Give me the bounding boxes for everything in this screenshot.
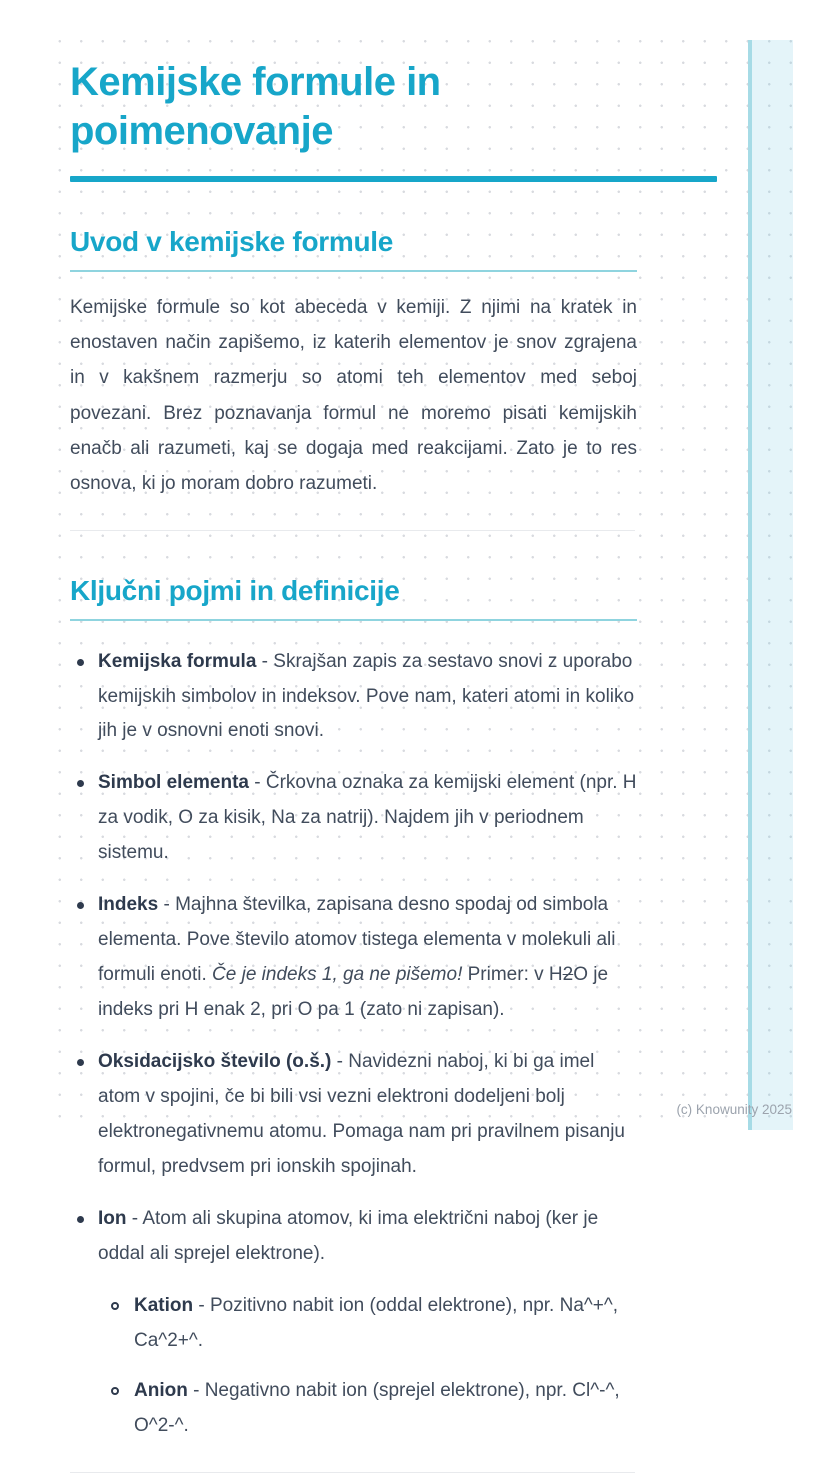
intro-paragraph: Kemijske formule so kot abeceda v kemiji. Z njimi na kratek in enostaven način zapišemo, iz katerih elementov je snov zgrajena in v kakšnem razmerju so atomi teh elementov med seboj povezani. Brez poznavanja formul ne moremo pisati kemijskih enačb ali razumeti, kaj se dogaja med reakcijami. Zato je to res osnova, ki jo moram dobro razumeti. — [70, 296, 637, 495]
list-item-text-segment: Primer: v H — [462, 964, 563, 986]
list-item — [70, 1202, 637, 1272]
disc-bullet-icon — [77, 780, 84, 787]
section-heading-intro: Uvod v kemijske formule — [70, 226, 637, 272]
list-item-text-segment: - Črkovna oznaka za kemijski element (npr. H za vodik, O za kisik, Na za natrij). Najdem jih v periodnem sistemu. — [98, 772, 637, 864]
disc-bullet-icon — [77, 659, 84, 666]
sub-list-item — [102, 1289, 637, 1359]
list-item-text-segment: - Pozitivno nabit ion (oddal elektrone), npr. Na^+^, Ca^2+^. — [134, 1294, 619, 1351]
list-item-text-segment: Kemijska formula — [98, 650, 257, 672]
list-item-text-segment: Anion — [134, 1379, 188, 1401]
list-item — [70, 888, 637, 1028]
title-underline-rule — [70, 176, 717, 182]
definitions-list — [70, 645, 637, 1444]
list-item-text-segment: - Majhna številka, zapisana desno spodaj od simbola elementa. Pove število atomov tistega elementa v molekuli ali formuli enoti. — [98, 894, 616, 986]
list-item-text-segment: 2 — [562, 964, 574, 986]
bottom-divider — [70, 1472, 635, 1473]
open-circle-bullet-icon — [111, 1302, 119, 1310]
disc-bullet-icon — [77, 1216, 84, 1223]
list-item-text-segment: - Navidezni naboj, ki bi ga imel atom v spojini, če bi bili vsi vezni elektroni dodeljeni bolj elektronegativnemu atomu. Pomaga nam pri pravilnem pisanju formul, predvsem pri ionskih spojinah. — [98, 1051, 625, 1177]
page-title: Kemijske formule in poimenovanje — [70, 60, 441, 153]
list-item-text-segment: Kation — [134, 1294, 194, 1316]
dotted-paper-sheet — [40, 40, 793, 1436]
copyright-footer: (c) Knowunity 2025 — [676, 1102, 792, 1117]
list-item-text-segment: Oksidacijsko število (o.š.) — [98, 1051, 332, 1073]
open-circle-bullet-icon — [111, 1387, 119, 1395]
disc-bullet-icon — [77, 1059, 84, 1066]
list-item-text-segment: Če je indeks 1, ga ne pišemo! — [212, 964, 463, 986]
document-content — [70, 40, 637, 1473]
section-divider — [70, 530, 635, 531]
section-heading-definitions: Ključni pojmi in definicije — [70, 575, 637, 621]
list-item-text-segment: - Atom ali skupina atomov, ki ima električni naboj (ker je oddal ali sprejel elektrone). — [98, 1207, 599, 1264]
list-item-text-segment: Ion — [98, 1207, 127, 1229]
list-item-text-segment: - Skrajšan zapis za sestavo snovi z uporabo kemijskih simbolov in indeksov. Pove nam, kateri atomi in koliko jih je v osnovni enoti snovi. — [98, 650, 635, 742]
list-item — [70, 1045, 637, 1185]
list-item-text-segment: - Negativno nabit ion (sprejel elektrone), npr. Cl^-^, O^2-^. — [134, 1379, 620, 1436]
disc-bullet-icon — [77, 902, 84, 909]
list-item — [70, 645, 637, 750]
list-item-text-segment: O je indeks pri H enak 2, pri O pa 1 (zato ni zapisan). — [98, 964, 609, 1021]
list-item — [70, 766, 637, 871]
sub-list-item — [102, 1374, 637, 1444]
list-item-text-segment: Indeks — [98, 894, 159, 916]
decorative-side-stripe — [748, 40, 793, 1130]
list-item-text-segment: Simbol elementa — [98, 772, 249, 794]
